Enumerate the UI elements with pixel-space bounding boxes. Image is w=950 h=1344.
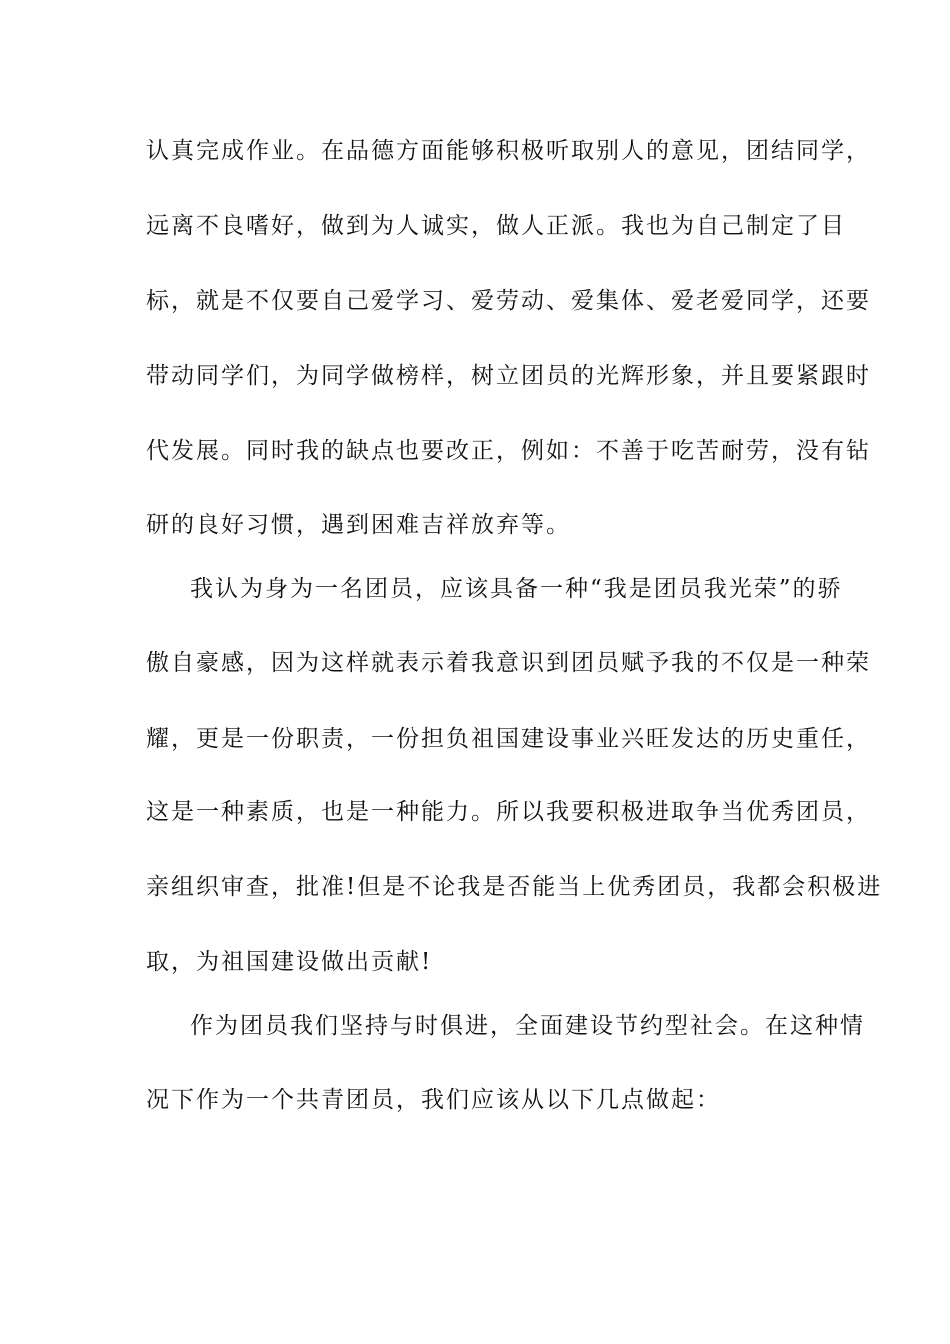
text-line: 况下作为一个共青团员，我们应该从以下几点做起： (146, 1087, 721, 1113)
text-line: 带动同学们，为同学做榜样，树立团员的光辉形象，并且要紧跟时 (146, 363, 871, 389)
text-line: 研的良好习惯，遇到困难吉祥放弃等。 (146, 512, 571, 538)
text-line: 远离不良嗜好，做到为人诚实，做人正派。我也为自己制定了目 (146, 213, 846, 239)
text-line: 这是一种素质，也是一种能力。所以我要积极进取争当优秀团员， (146, 799, 871, 825)
text-line: 傲自豪感，因为这样就表示着我意识到团员赋予我的不仅是一种荣 (146, 650, 871, 676)
text-line: 代发展。同时我的缺点也要改正，例如：不善于吃苦耐劳，没有钻 (146, 438, 871, 464)
paragraph-first-line: 作为团员我们坚持与时俱进，全面建设节约型社会。在这种情 (190, 1013, 865, 1039)
text-line: 取，为祖国建设做出贡献! (146, 949, 433, 975)
text-line: 标，就是不仅要自己爱学习、爱劳动、爱集体、爱老爱同学，还要 (146, 288, 871, 314)
text-line: 亲组织审查，批准!但是不论我是否能当上优秀团员，我都会积极进 (146, 874, 883, 900)
text-line: 认真完成作业。在品德方面能够积极听取别人的意见，团结同学， (146, 138, 871, 164)
text-line: 耀，更是一份职责，一份担负祖国建设事业兴旺发达的历史重任， (146, 726, 871, 752)
paragraph-first-line: 我认为身为一名团员，应该具备一种“我是团员我光荣”的骄 (190, 576, 843, 602)
